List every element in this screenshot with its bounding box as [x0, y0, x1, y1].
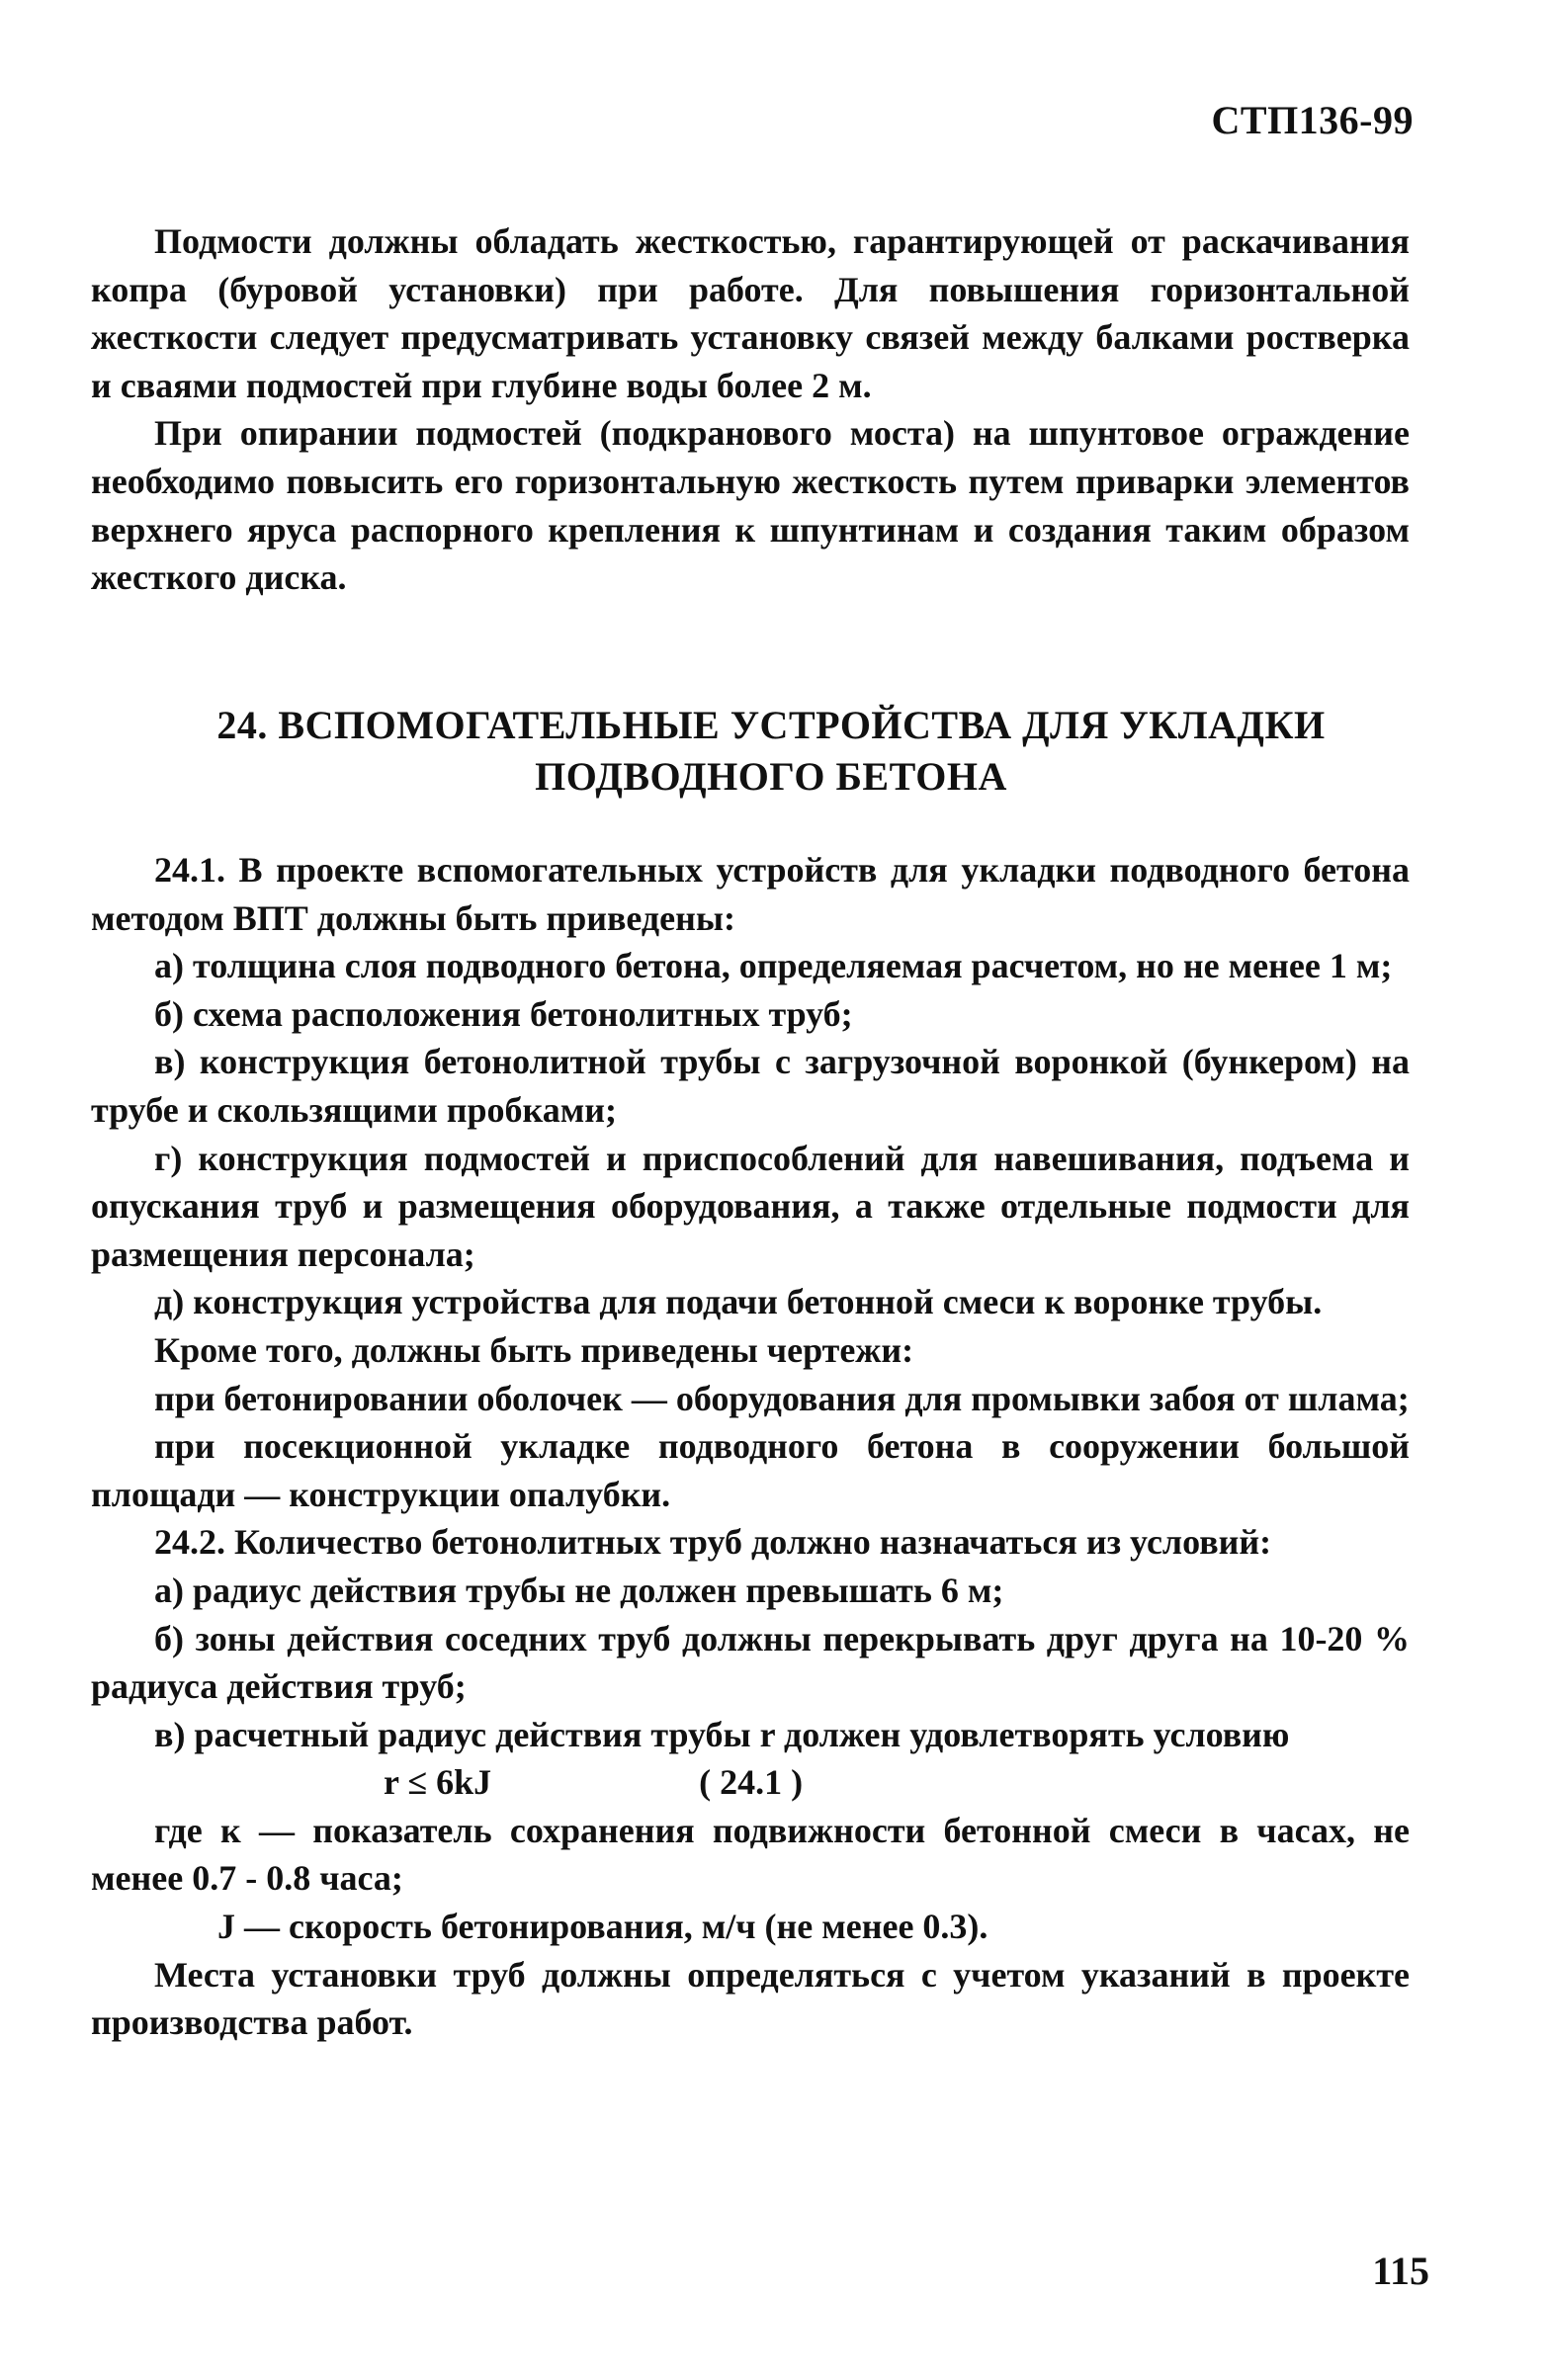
closing-paragraph: Места установки труб должны определяться с учетом указаний в проекте производства работ. — [91, 1954, 1410, 2043]
condition-v: в) расчетный радиус действия трубы r должен удовлетворять условию — [154, 1714, 1290, 1754]
list-item-d: д) конструкция устройства для подачи бетонной смеси к воронке трубы. — [154, 1282, 1323, 1322]
paragraph-scaffold-rigidity: Подмости должны обладать жесткостью, гарантирующей от раскачивания копра (буровой установки) при работе. Для повышения горизонтальной жесткости следует предусматривать установку связей между балками ростверка и сваями подмостей при глубине воды более 2 м. — [91, 221, 1410, 405]
formula-number: ( 24.1 ) — [699, 1762, 804, 1803]
document-code: СТП136-99 — [1211, 98, 1414, 142]
list-item-g: г) конструкция подмостей и приспособлений для навешивания, подъема и опускания труб и размещения оборудования, а также отдельные подмости для размещения персонала; — [91, 1138, 1410, 1274]
list-item-b: б) схема расположения бетонолитных труб; — [154, 993, 853, 1034]
drawing-item-2: при посекционной укладке подводного бетона в сооружении большой площади — конструкции опалубки. — [91, 1426, 1410, 1514]
definition-k: где к — показатель сохранения подвижности бетонной смеси в часах, не менее 0.7 - 0.8 часа; — [91, 1810, 1410, 1899]
formula-expression: r ≤ 6kJ — [384, 1762, 492, 1803]
section-heading-line-1: 24. ВСПОМОГАТЕЛЬНЫЕ УСТРОЙСТВА ДЛЯ УКЛАДКИ — [216, 703, 1326, 747]
condition-b: б) зоны действия соседних труб должны перекрывать друг друга на 10-20 % радиуса действия труб; — [91, 1618, 1410, 1707]
intro-text-block — [91, 217, 1410, 602]
section-heading — [138, 700, 1404, 803]
drawing-item-1: при бетонировании оболочек — оборудования для промывки забоя от шлама; — [154, 1378, 1410, 1418]
section-heading-line-2: ПОДВОДНОГО БЕТОНА — [535, 754, 1007, 799]
clause-24-1: 24.1. В проекте вспомогательных устройств для укладки подводного бетона методом ВПТ должны быть приведены: — [91, 850, 1410, 938]
page-number: 115 — [1372, 2249, 1429, 2293]
clause-24-2: 24.2. Количество бетонолитных труб должно назначаться из условий: — [154, 1522, 1272, 1563]
paragraph-sheet-pile-support: При опирании подмостей (подкранового моста) на шпунтовое ограждение необходимо повысить его горизонтальную жесткость путем приварки элементов верхнего яруса распорного крепления к шпунтинам и создания таким образом жесткого диска. — [91, 413, 1410, 598]
list-item-v: в) конструкция бетонолитной трубы с загрузочной воронкой (бункером) на трубе и скользящими пробками; — [91, 1042, 1410, 1130]
formula-line — [91, 1758, 1410, 1807]
section-body — [91, 846, 1410, 2047]
condition-a: а) радиус действия трубы не должен превышать 6 м; — [154, 1570, 1004, 1610]
drawings-intro: Кроме того, должны быть приведены чертежи: — [154, 1329, 914, 1370]
definition-j: J — скорость бетонирования, м/ч (не менее 0.3). — [217, 1907, 988, 1947]
list-item-a: а) толщина слоя подводного бетона, определяемая расчетом, но не менее 1 м; — [154, 946, 1393, 986]
